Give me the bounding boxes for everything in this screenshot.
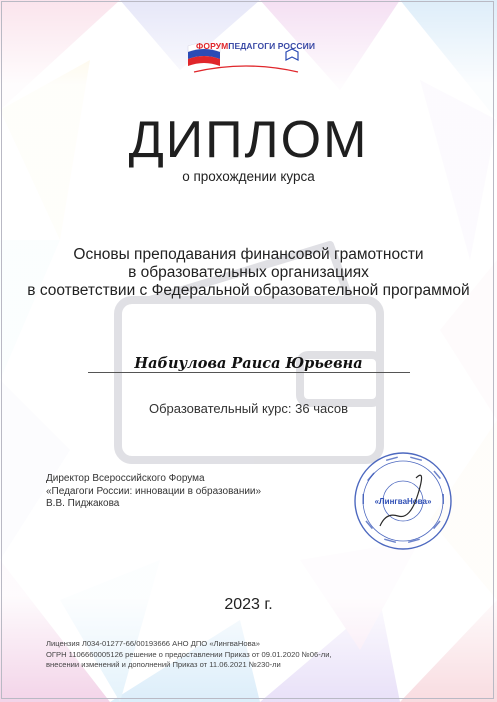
- course-line: в образовательных организациях: [128, 264, 369, 281]
- recipient-name: Набиулова Раиса Юрьевна: [134, 355, 363, 372]
- page-border: [1, 1, 494, 699]
- director-name: В.В. Пиджакова: [46, 498, 120, 509]
- license-line: ОГРН 1106660005126 решение о предоставлении Приказ от 09.01.2020 №06-ли,: [46, 649, 332, 659]
- course-name: [20, 246, 477, 300]
- logo-caption: [196, 41, 315, 51]
- name-underline: [88, 372, 410, 373]
- director-forum: «Педагоги России: инновации в образовании»: [46, 485, 262, 497]
- license-line: Лицензия Л034-01277-66/00193666 АНО ДПО «ЛингваНова»: [46, 639, 261, 648]
- organization-stamp: [350, 448, 456, 554]
- stamp-center-text: «ЛингваНова»: [374, 497, 432, 506]
- license-line: внесении изменений и дополнений Приказ от 11.06.2021 №230-ли: [46, 660, 281, 669]
- diploma-title: ДИПЛОМ: [128, 111, 369, 169]
- diploma-subtitle: о прохождении курса: [182, 169, 315, 184]
- logo-text-blue: ПЕДАГОГИ РОССИИ: [228, 41, 316, 51]
- license-info: [46, 639, 332, 671]
- course-hours: Образовательный курс: 36 часов: [149, 401, 348, 416]
- director-title: Директор Всероссийского Форума: [46, 473, 205, 484]
- director-signature-block: [46, 473, 261, 511]
- course-line: Основы преподавания финансовой грамотности: [73, 246, 424, 263]
- diploma-year: 2023 г.: [224, 596, 273, 613]
- course-line: в соответствии с Федеральной образовательной программой: [27, 282, 470, 299]
- logo-text-red: ФОРУМ: [196, 41, 229, 51]
